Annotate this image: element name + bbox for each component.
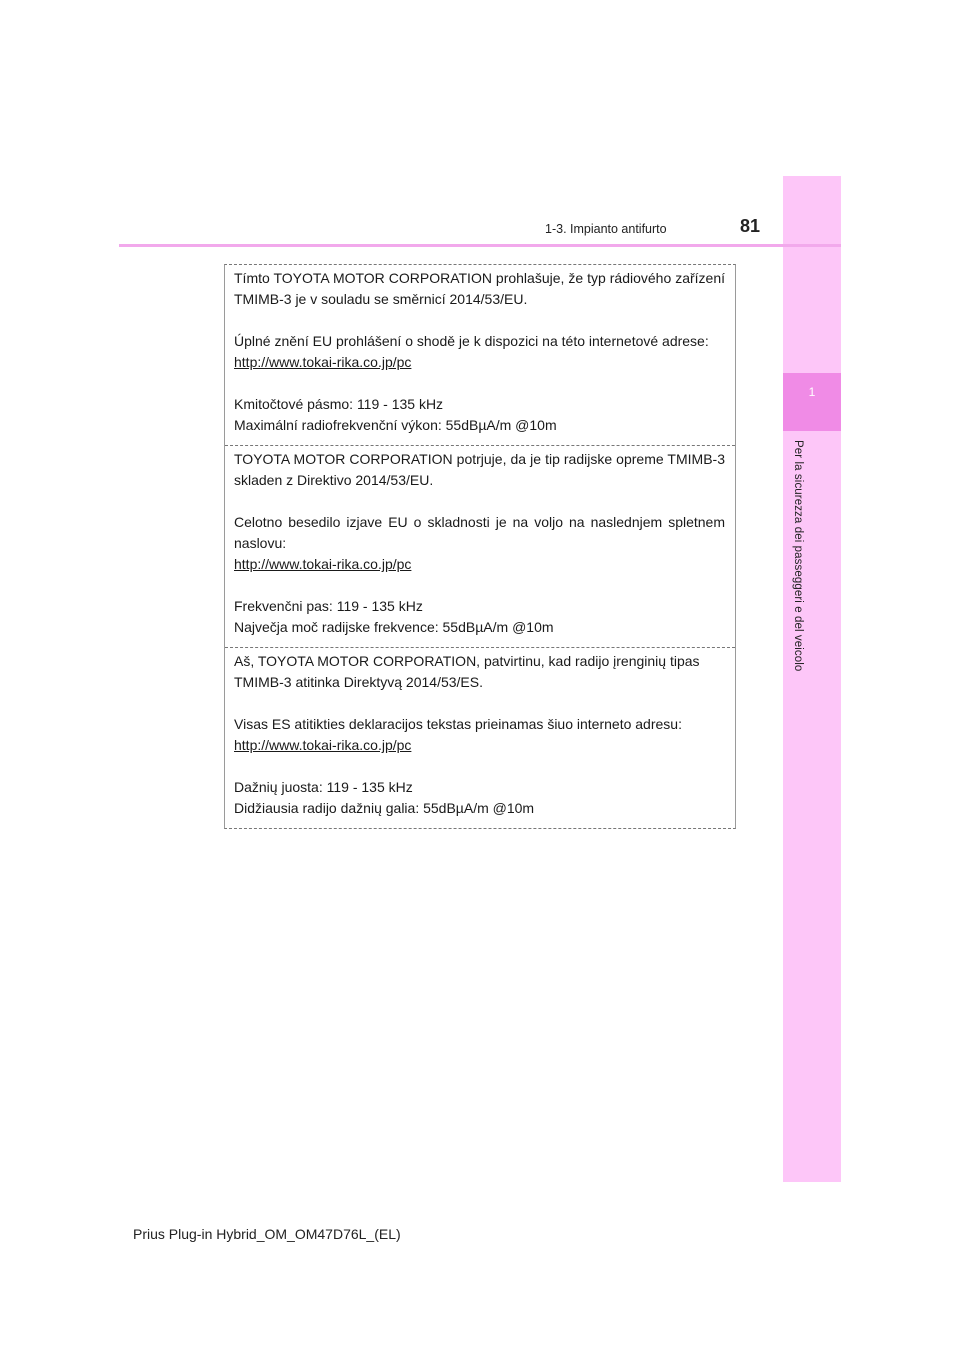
declaration-url-link[interactable]: http://www.tokai-rika.co.jp/pc [234,737,412,753]
manual-footer: Prius Plug-in Hybrid_OM_OM47D76L_(EL) [133,1226,401,1242]
section-title: 1-3. Impianto antifurto [545,222,667,236]
max-power: Največja moč radijske frekvence: 55dBµA/m @10m [234,619,554,635]
frequency-band: Frekvenčni pas: 119 - 135 kHz [234,598,423,614]
declaration-text: Aš, TOYOTA MOTOR CORPORATION, patvirtinu, kad radijo įrenginių tipas TMIMB-3 atitinka Direktyvą 2014/53/ES. [234,653,700,690]
fulltext-intro [234,331,725,373]
fulltext-intro [234,512,725,575]
max-power: Didžiausia radijo dažnių galia: 55dBµA/m @10m [234,800,535,816]
frequency-band: Kmitočtové pásmo: 119 - 135 kHz [234,396,444,412]
frequency-info [234,394,725,436]
declaration-box [224,264,736,829]
declaration-url-link[interactable]: http://www.tokai-rika.co.jp/pc [234,354,412,370]
declaration-text: TOYOTA MOTOR CORPORATION potrjuje, da je tip radijske opreme TMIMB-3 skladen z Direktivo 2014/53/EU. [234,451,725,488]
fulltext-intro-text: Celotno besedilo izjave EU o skladnosti je na voljo na naslednjem spletnem naslovu: [234,514,725,551]
chapter-title: Per la sicurezza dei passeggeri e del veicolo [792,440,804,672]
declaration-block-lithuanian [225,647,735,828]
frequency-band: Dažnių juosta: 119 - 135 kHz [234,779,413,795]
fulltext-intro [234,714,725,756]
declaration-block-slovenian [225,445,735,647]
declaration-url-link[interactable]: http://www.tokai-rika.co.jp/pc [234,556,412,572]
chapter-number: 1 [808,385,816,399]
header-rule [119,244,841,247]
chapter-tab-active-marker [783,373,841,431]
chapter-side-tab [783,176,841,1182]
page-number: 81 [740,216,761,236]
fulltext-intro-text: Úplné znění EU prohlášení o shodě je k dispozici na této internetové adrese: [234,333,709,349]
max-power: Maximální radiofrekvenční výkon: 55dBµA/m @10m [234,417,557,433]
frequency-info [234,777,725,819]
frequency-info [234,596,725,638]
declaration-block-czech [225,265,735,445]
declaration-text: Tímto TOYOTA MOTOR CORPORATION prohlašuje, že typ rádiového zařízení TMIMB-3 je v souladu se směrnicí 2014/53/EU. [234,270,725,307]
fulltext-intro-text: Visas ES atitikties deklaracijos tekstas prieinamas šiuo interneto adresu: [234,716,682,732]
